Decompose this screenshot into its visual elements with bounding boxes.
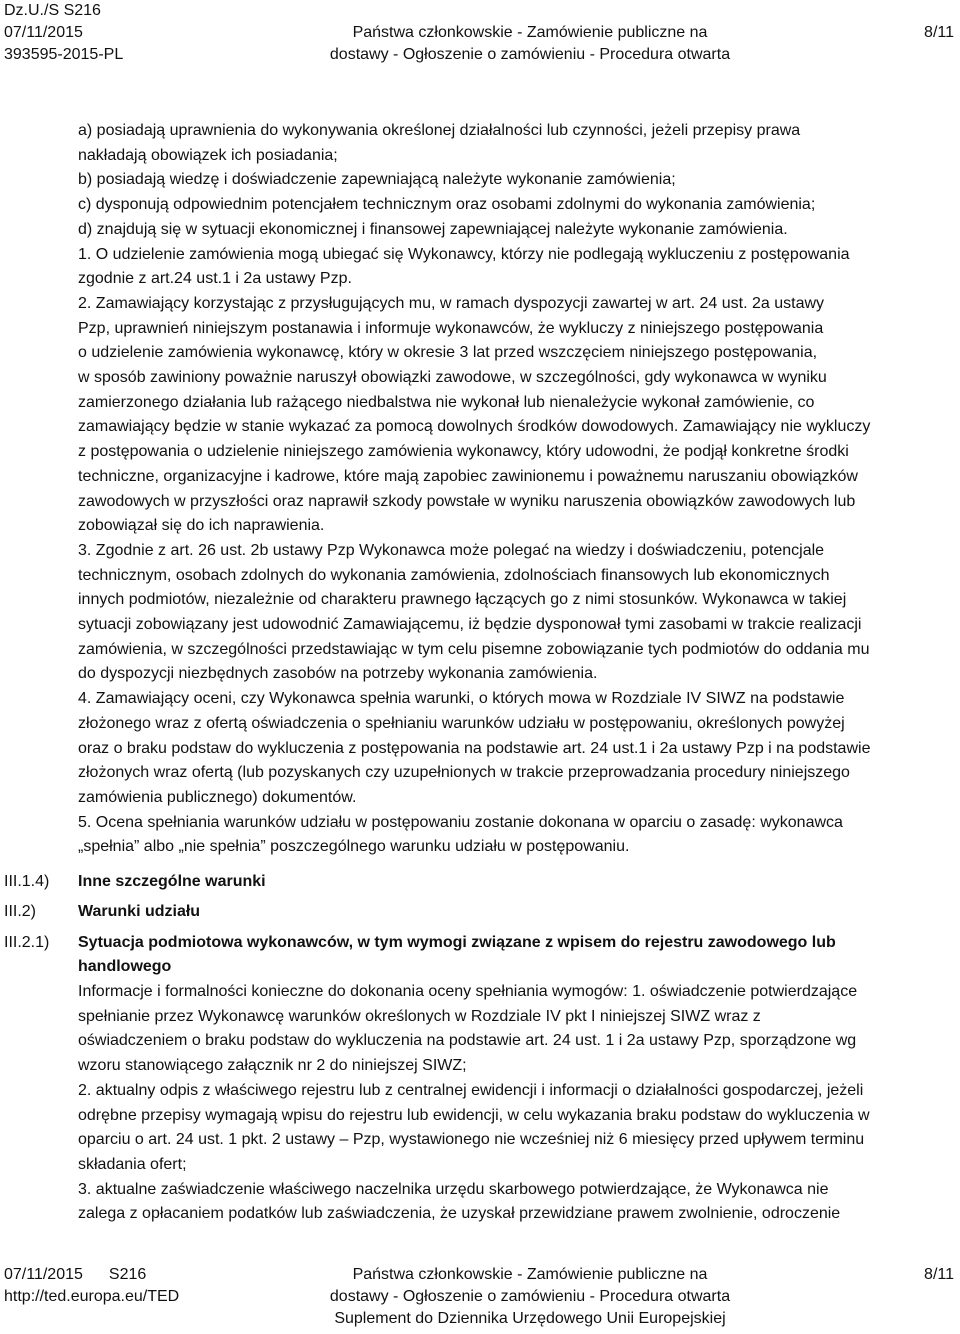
text-line: odrębne przepisy wymagają wpisu do rejestru lub ewidencji, w celu wykazania braku podstaw do wykluczenia w	[78, 1106, 870, 1124]
text-line: złożonego wraz z ofertą oświadczenia o spełnianiu warunków udziału w postępowaniu, określonych powyżej	[78, 714, 845, 732]
text-line: zawodowych w przyszłości oraz naprawił szkody powstałe w wyniku naruszenia obowiązków zawodowych lub	[78, 492, 856, 510]
section-number-iii-1-4: III.1.4)	[4, 873, 50, 890]
journal-ref: Dz.U./S S216	[4, 2, 101, 19]
text-line: zgodnie z art.24 ust.1 i 2a ustawy Pzp.	[78, 270, 352, 288]
header-center	[300, 0, 760, 66]
text-line: 5. Ocena spełniania warunków udziału w postępowaniu zostanie dokonana w oparciu o zasadę: wykonawca	[78, 813, 843, 831]
text-line: d) znajdują się w sytuacji ekonomicznej i finansowej zapewniającej należyte wykonanie zamówienia.	[78, 220, 788, 238]
text-line: zamierzonego działania lub rażącego niedbalstwa nie wykonał lub nienależycie wykonał zamówienie, co	[78, 393, 815, 411]
text-line: oparciu o art. 24 ust. 1 pkt. 2 ustawy – Pzp, wystawionego nie wcześniej niż 6 miesięcy przed upływem terminu	[78, 1131, 865, 1149]
header-date: 07/11/2015	[4, 24, 83, 41]
text-line: Pzp, uprawnień niniejszym postanawia i informuje wykonawców, że wykluczy z niniejszego postępowania	[78, 319, 824, 337]
section-number-iii-2: III.2)	[4, 903, 37, 920]
section-title-inne-warunki: Inne szczególne warunki	[78, 873, 266, 890]
notice-number: 393595-2015-PL	[4, 46, 124, 63]
text-line: nakładają obowiązek ich posiadania;	[78, 146, 338, 164]
text-line: oświadczeniem o braku podstaw do wykluczenia na podstawie art. 24 ust. 1 i 2a ustawy Pzp, sporządzone wg	[78, 1032, 857, 1050]
footer-date-row	[4, 1264, 179, 1286]
text-line: sytuacji zobowiązany jest udowodnić Zamawiającemu, iż będzie dysponował tymi zasobami w trakcie realizacji	[78, 616, 862, 634]
text-line: 2. Zamawiający korzystając z przysługujących mu, w ramach dyspozycji zawartej w art. 24 ust. 2a ustawy	[78, 294, 825, 312]
text-line: techniczne, organizacyjne i kadrowe, które mają zapobiec zawinionemu i poważnemu naruszaniu obowiązków	[78, 467, 858, 485]
text-line: „spełnia” albo „nie spełnia” poszczególnego warunku udziału w postępowaniu.	[78, 838, 630, 856]
footer-title-line1: Państwa członkowskie - Zamówienie publiczne na	[352, 1266, 708, 1283]
text-line: o udzielenie zamówienia wykonawcę, który w okresie 3 lat przed wszczęciem niniejszego postępowania,	[78, 344, 818, 362]
footer-issue: S216	[108, 1266, 147, 1283]
header-page-number: 8/11	[924, 24, 954, 41]
text-line: zamówienia, w szczególności przedstawiając w tym celu pisemne zobowiązanie tych podmiotów do oddania mu	[78, 640, 870, 658]
text-line: w sposób zawiniony poważnie naruszył obowiązki zawodowe, w szczególności, gdy wykonawca w wyniku	[78, 369, 827, 387]
text-line: c) dysponują odpowiednim potencjałem technicznym oraz osobami zdolnymi do wykonania zamówienia;	[78, 196, 816, 214]
section-title-line1: Sytuacja podmiotowa wykonawców, w tym wymogi związane z wpisem do rejestru zawodowego lub	[78, 934, 836, 951]
text-line: składania ofert;	[78, 1155, 187, 1173]
footer-title-line2: dostawy - Ogłoszenie o zamówieniu - Procedura otwarta	[329, 1288, 731, 1305]
footer-center	[300, 1264, 760, 1330]
section-title-line2: handlowego	[78, 958, 172, 975]
section-title-warunki-udzialu: Warunki udziału	[78, 903, 201, 920]
header-left	[4, 0, 123, 66]
text-line: Informacje i formalności konieczne do dokonania oceny spełniania wymogów: 1. oświadczenie potwierdzające	[78, 983, 858, 1000]
text-line: technicznym, osobach zdolnych do wykonania zamówienia, zdolnościach finansowych lub ekonomicznych	[78, 566, 830, 584]
section-body	[78, 980, 954, 1227]
text-line: do dyspozycji niezbędnych zasobów na potrzeby wykonania zamówienia.	[78, 665, 598, 683]
text-line: a) posiadają uprawnienia do wykonywania określonej działalności lub czynności, jeżeli przepisy prawa	[78, 122, 801, 139]
text-line: 3. Zgodnie z art. 26 ust. 2b ustawy Pzp Wykonawca może polegać na wiedzy i doświadczeniu, potencjale	[78, 541, 825, 559]
footer-supplement: Suplement do Dziennika Urzędowego Unii Europejskiej	[334, 1310, 726, 1327]
footer-page-number: 8/11	[924, 1266, 954, 1283]
section-number-iii-2-1: III.2.1)	[4, 934, 50, 951]
text-line: z postępowania o udzielenie niniejszego zamówienia wykonawcy, który udowodni, że podjął konkretne środki	[78, 443, 849, 461]
text-line: zobowiązał się do ich naprawienia.	[78, 517, 325, 535]
text-line: innych podmiotów, niezależnie od charakteru prawnego łączących go z nimi stosunków. Wykonawca w takiej	[78, 591, 847, 609]
section-title-sytuacja-podmiotowa	[78, 931, 954, 979]
text-line: zalega z opłacaniem podatków lub zaświadczenia, że uzyskał przewidziane prawem zwolnienie, odroczenie	[78, 1205, 841, 1223]
footer-url-link[interactable]: http://ted.europa.eu/TED	[4, 1288, 180, 1305]
footer-date: 07/11/2015	[4, 1266, 83, 1283]
text-line: zamawiający będzie w stanie wykazać za pomocą dowolnych środków dowodowych. Zamawiający nie wykluczy	[78, 418, 871, 436]
text-line: 3. aktualne zaświadczenie właściwego naczelnika urzędu skarbowego potwierdzające, że Wykonawca nie	[78, 1180, 829, 1198]
text-line: 4. Zamawiający oceni, czy Wykonawca spełnia warunki, o których mowa w Rozdziale IV SIWZ na podstawie	[78, 690, 845, 708]
text-line: złożonych wraz ofertą (lub pozyskanych czy uzupełnionych w trakcie przeprowadzania procedury niniejszego	[78, 764, 850, 782]
text-line: spełnianie przez Wykonawcę warunków określonych w Rozdziale IV pkt I niniejszej SIWZ wraz z	[78, 1007, 761, 1025]
footer-left	[4, 1264, 179, 1308]
text-line: zamówienia publicznego) dokumentów.	[78, 788, 357, 806]
continuation-text	[78, 119, 954, 860]
text-line: oraz o braku podstaw do wykluczenia z postępowania na podstawie art. 24 ust.1 i 2a ustawy Pzp i na podstawie	[78, 739, 871, 757]
text-line: b) posiadają wiedzę i doświadczenie zapewniającą należyte wykonanie zamówienia;	[78, 171, 676, 189]
text-line: wzoru stanowiącego załącznik nr 2 do niniejszej SIWZ;	[78, 1057, 467, 1075]
text-line: 2. aktualny odpis z właściwego rejestru lub z centralnej ewidencji i informacji o działalności gospodarczej, jeżeli	[78, 1081, 864, 1099]
header-title-line2: dostawy - Ogłoszenie o zamówieniu - Procedura otwarta	[329, 46, 731, 63]
header-title-line1: Państwa członkowskie - Zamówienie publiczne na	[352, 24, 708, 41]
text-line: 1. O udzielenie zamówienia mogą ubiegać się Wykonawcy, którzy nie podlegają wykluczeniu z postępowania	[78, 245, 850, 263]
